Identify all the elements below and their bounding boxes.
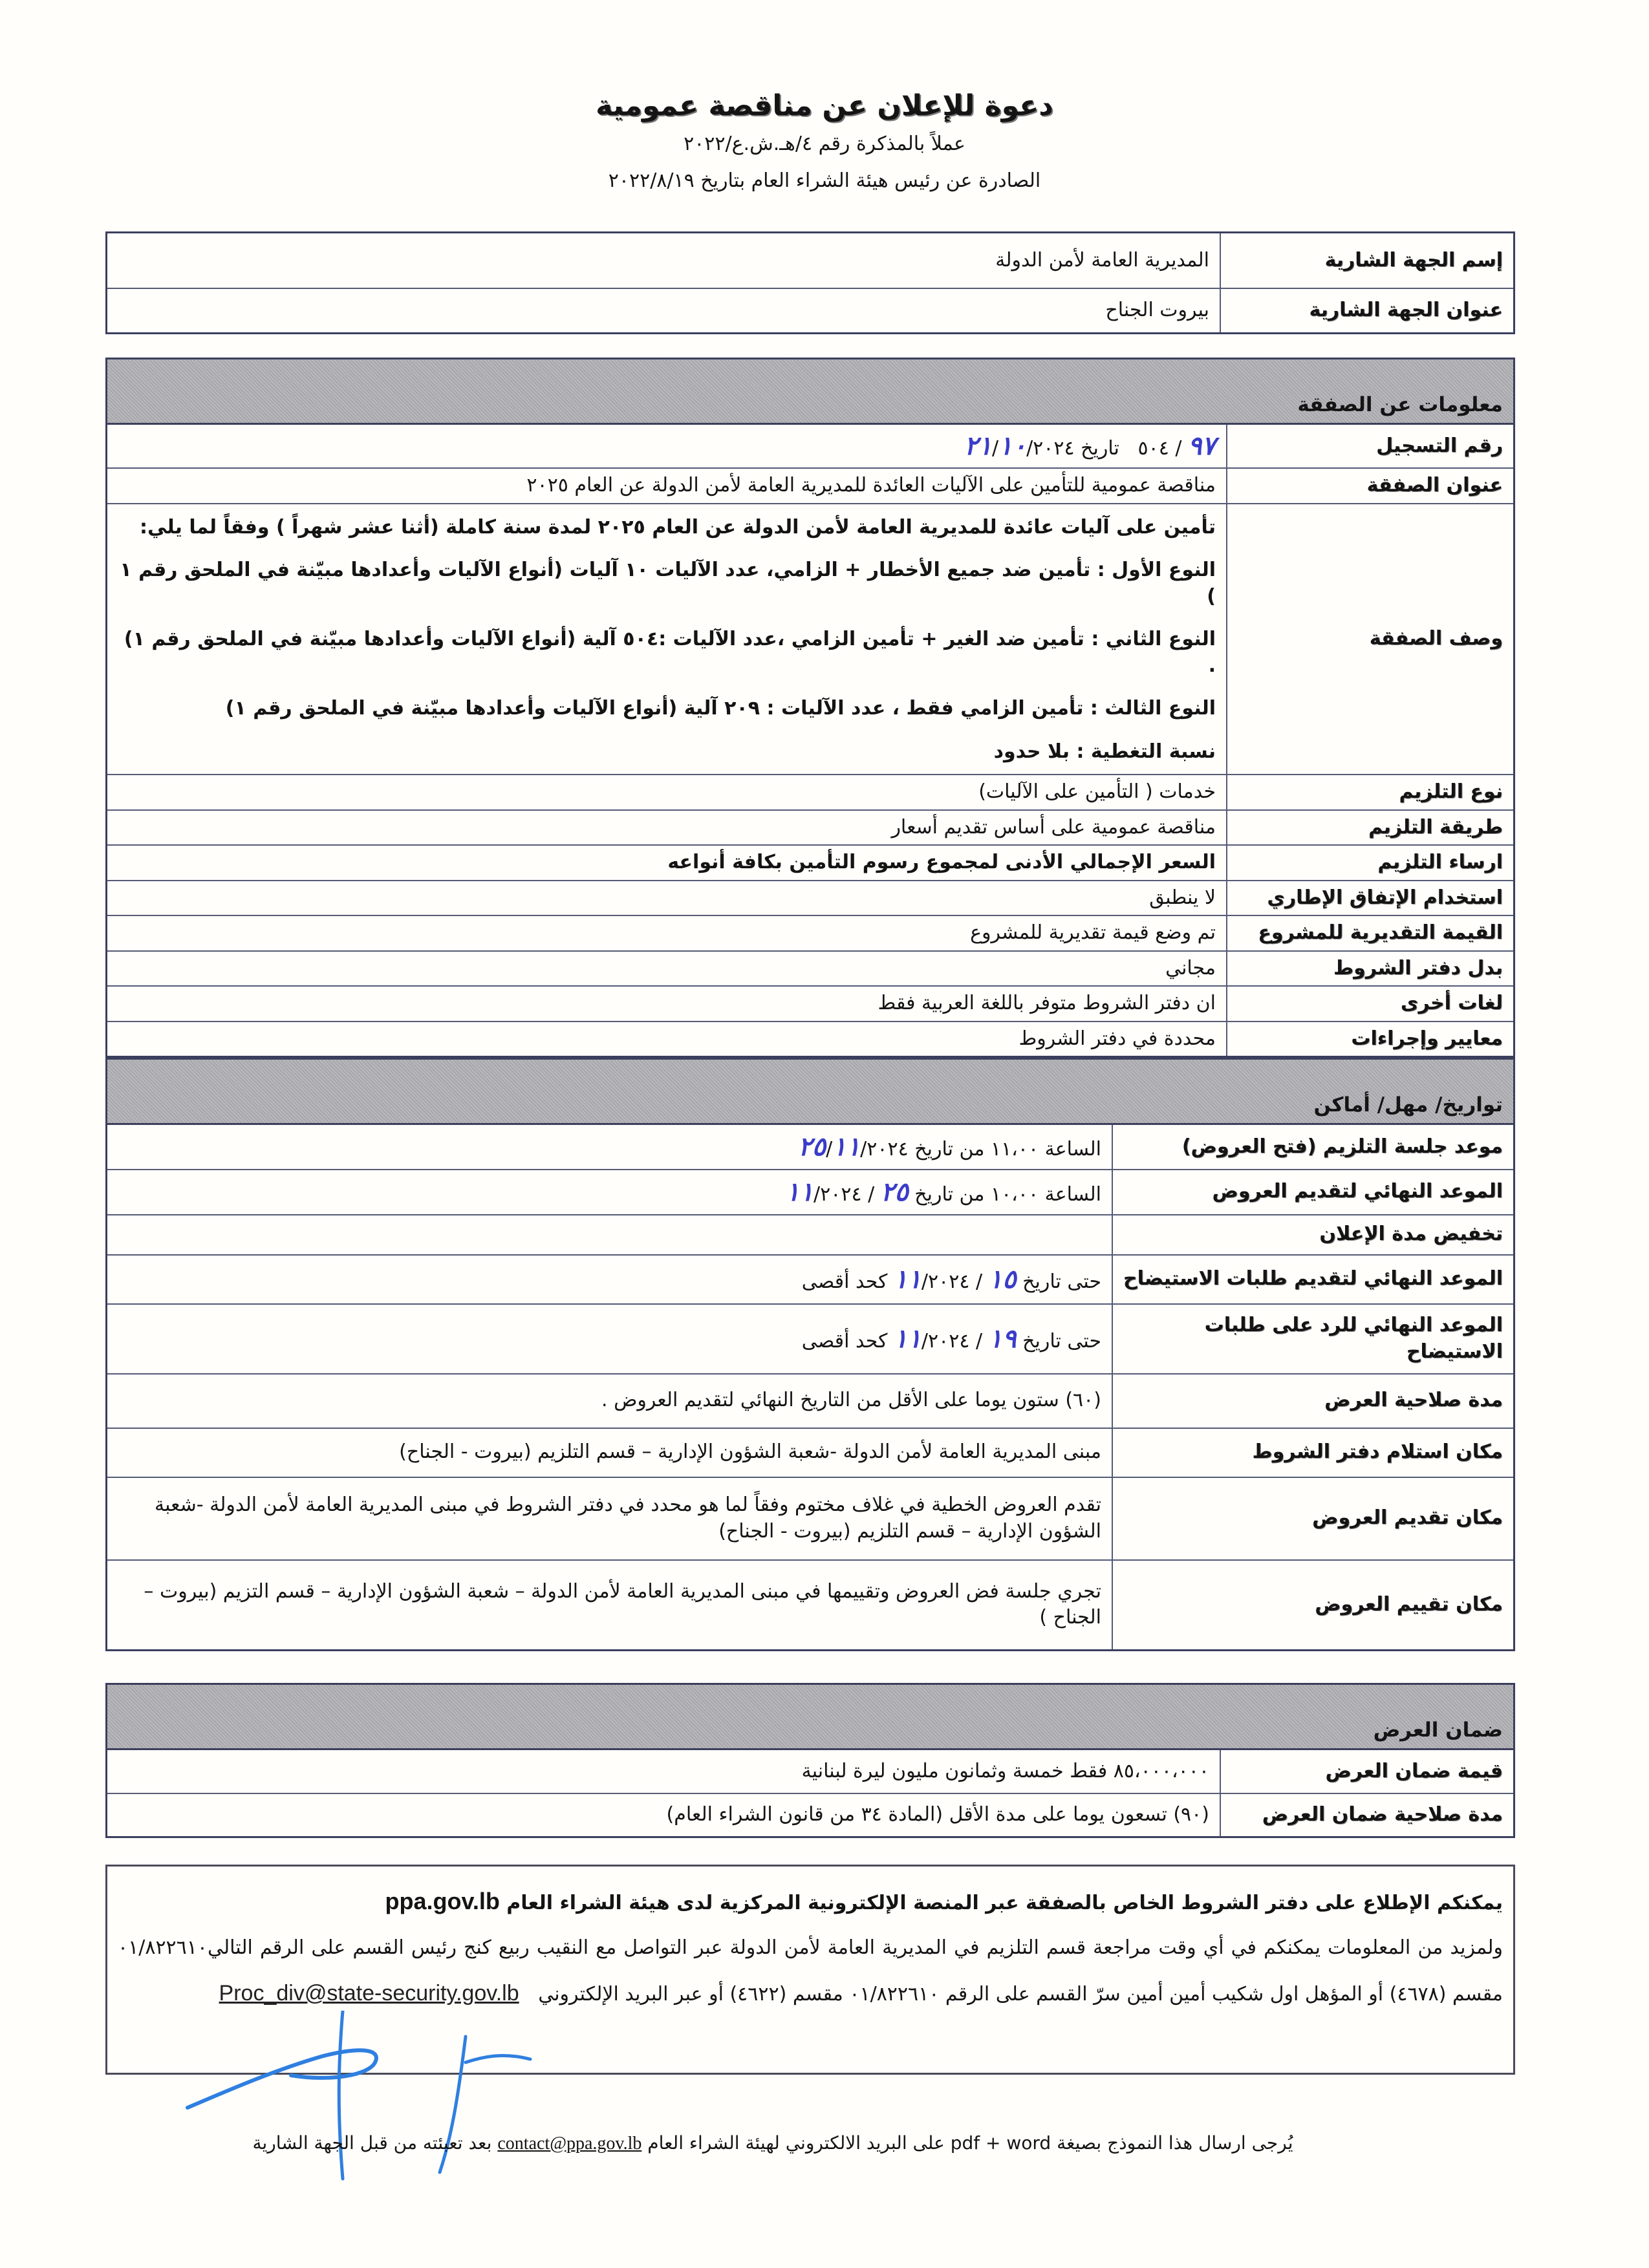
registration-ref: / ٥٠٤ <box>1137 437 1182 460</box>
guarantee-amount-label: قيمة ضمان العرض <box>1220 1749 1514 1793</box>
estimated-value-label: القيمة التقديرية للمشروع <box>1227 915 1514 951</box>
submission-deadline-label: الموعد النهائي لتقديم العروض <box>1112 1170 1514 1215</box>
procurement-type-value: خدمات ( التأمين على الآليات) <box>107 775 1227 810</box>
section-title-deal-info: معلومات عن الصفقة <box>107 359 1514 424</box>
entity-name-label: إسم الجهة الشارية <box>1220 233 1514 288</box>
offer-validity-value: (٦٠) ستون يوما على الأقل من التاريخ النهائي لتقديم العروض . <box>107 1374 1113 1428</box>
clarification-suffix: /٢٠٢٤ كحد أقصى <box>801 1270 970 1293</box>
deal-description-label: وصف الصفقة <box>1227 504 1514 775</box>
notice-reduction-value <box>107 1215 1113 1255</box>
table-row <box>107 1374 1514 1428</box>
table-row <box>107 1304 1514 1374</box>
memo-issuer-date: الصادرة عن رئيس هيئة الشراء العام بتاريخ ٢٠٢٢/٨/١٩ <box>608 169 1041 192</box>
framework-agreement-label: استخدام الإتفاق الإطاري <box>1227 881 1514 916</box>
footer-text-after: بعد تعبئته من قبل الجهة الشارية <box>252 2132 492 2154</box>
opening-session-value: الساعة ١١،٠٠ من تاريخ ٢٥/١١/٢٠٢٤ <box>107 1124 1113 1170</box>
table-row <box>107 233 1514 288</box>
platform-notice-text: يمكنكم الإطلاع على دفتر الشروط الخاص بالصفقة عبر المنصة الإلكترونية المركزية لدى هيئة الشراء العام <box>506 1892 1503 1914</box>
year: /٢٠٢٤ <box>814 1182 862 1206</box>
table-row <box>107 1749 1514 1793</box>
handwritten-day: ١٥ <box>988 1263 1017 1294</box>
handwritten-day: ١٩ <box>988 1323 1017 1354</box>
registration-label: رقم التسجيل <box>1227 424 1514 469</box>
handwritten-registration-number: ٩٧ <box>1188 431 1216 461</box>
memo-reference: عملاً بالمذكرة رقم ٤/هـ.ش.ع/٢٠٢٢ <box>684 133 965 155</box>
procurement-method-label: طريقة التلزيم <box>1227 810 1514 846</box>
table-row <box>107 468 1514 504</box>
table-row <box>107 845 1514 881</box>
guarantee-amount-value: ٨٥،٠٠٠،٠٠٠ فقط خمسة وثمانون مليون ليرة لبنانية <box>107 1749 1221 1793</box>
table-row <box>107 881 1514 916</box>
handwritten-registration-day: ٢١ <box>964 431 992 461</box>
guarantee-validity-label: مدة صلاحية ضمان العرض <box>1220 1793 1514 1837</box>
opening-session-label: موعد جلسة التلزيم (فتح العروض) <box>1112 1124 1514 1170</box>
specs-fee-label: بدل دفتر الشروط <box>1227 951 1514 987</box>
table-row <box>107 1793 1514 1837</box>
section-title-dates: تواريخ/ مهل/ أماكن <box>107 1059 1514 1124</box>
clarification-reply-value: حتى تاريخ ١٩ / ١١/٢٠٢٤ كحد أقصى <box>107 1304 1113 1374</box>
procurement-method-value: مناقصة عمومية على أساس تقديم أسعار <box>107 810 1227 846</box>
description-line: تأمين على آليات عائدة للمديرية العامة لأمن الدولة عن العام ٢٠٢٥ لمدة سنة كاملة (أثنا عشر شهراً ) وفقاً لما يلي: <box>140 515 1216 539</box>
procurement-type-label: نوع التلزيم <box>1227 775 1514 810</box>
guarantee-validity-value: (٩٠) تسعون يوما على مدة الأقل (المادة ٣٤ من قانون الشراء العام) <box>107 1793 1221 1837</box>
section-header <box>107 1684 1514 1749</box>
section-title-guarantee: ضمان العرض <box>107 1684 1514 1749</box>
description-line: النوع الأول : تأمين ضد جميع الأخطار + الزامي، عدد الآليات ١٠ آليات (أنواع الآليات وأعدادها مبيّنة في الملحق رقم ١ ) <box>120 559 1216 608</box>
submission-location-label: مكان تقديم العروض <box>1112 1477 1514 1560</box>
table-row <box>107 1255 1514 1304</box>
evaluation-location-value: تجري جلسة فض العروض وتقييمها في مبنى المديرية العامة لأمن الدولة – شعبة الشؤون الإدارية – قسم التزيم (بيروت – الجناح ) <box>107 1560 1113 1651</box>
ppa-contact-email-link[interactable]: contact@ppa.gov.lb <box>497 2134 642 2154</box>
table-row <box>107 1022 1514 1057</box>
framework-agreement-value: لا ينطبق <box>107 881 1227 916</box>
description-line: النوع الثالث : تأمين الزامي فقط ، عدد الآليات : ٢٠٩ آلية (أنواع الآليات وأعدادها مبيّنة في الملحق رقم ١) <box>225 697 1216 720</box>
clarification-deadline-label: الموعد النهائي لتقديم طلبات الاستيضاح <box>1112 1255 1514 1304</box>
description-line: نسبة التغطية : بلا حدود <box>993 740 1216 763</box>
clarification-deadline-value: حتى تاريخ ١٥ / ١١/٢٠٢٤ كحد أقصى <box>107 1255 1113 1304</box>
table-row <box>107 951 1514 987</box>
section-header <box>107 1059 1514 1124</box>
handwritten-day: ٢٥ <box>798 1131 826 1162</box>
specs-pickup-location-label: مكان استلام دفتر الشروط <box>1112 1428 1514 1477</box>
entity-address-value: بيروت الجناح <box>107 288 1221 334</box>
table-row <box>107 1428 1514 1477</box>
handwritten-month: ١١ <box>893 1323 921 1354</box>
entity-name-value: المديرية العامة لأمن الدولة <box>107 233 1221 288</box>
purchasing-entity-table <box>105 231 1515 334</box>
table-row <box>107 288 1514 334</box>
specs-pickup-location-value: مبنى المديرية العامة لأمن الدولة -شعبة الشؤون الإدارية – قسم التلزيم (بيروت - الجناح) <box>107 1428 1113 1477</box>
contact-details-text: ولمزيد من المعلومات يمكنكم في أي وقت مراجعة قسم التلزيم في المديرية العامة لأمن الدولة عبر التواصل مع النقيب ربيع كنج رئيس القسم على الرقم التالي٠١/٨٢٢٦١٠ مقسم (٤٦٧٨) أو المؤهل اول شكيب أمين أمين سرّ القسم على الرقم ٠١/٨٢٢٦١٠ مقسم (٤٦٢٢) أو عبر البريد الإلكتروني <box>118 1936 1503 2006</box>
clarification-prefix: حتى تاريخ <box>1022 1270 1101 1293</box>
clarification-reply-prefix: حتى تاريخ <box>1022 1329 1101 1353</box>
document-title: دعوة للإعلان عن مناقصة عمومية <box>596 89 1053 122</box>
submission-deadline-value: الساعة ١٠،٠٠ من تاريخ ٢٥ / ١١/٢٠٢٤ <box>107 1170 1113 1215</box>
dates-table <box>105 1058 1515 1651</box>
deal-description-value <box>107 504 1227 775</box>
clarification-reply-suffix: /٢٠٢٤ كحد أقصى <box>801 1329 970 1353</box>
criteria-procedures-label: معايير وإجراءات <box>1227 1022 1514 1057</box>
table-row <box>107 986 1514 1022</box>
handwritten-month: ١١ <box>893 1263 921 1294</box>
description-line: النوع الثاني : تأمين ضد الغير + تأمين الزامي ،عدد الآليات :٥٠٤ آلية (أنواع الآليات وأعدادها مبيّنة في الملحق رقم ١) . <box>124 628 1216 677</box>
registration-year: /٢٠٢٤ <box>1026 437 1075 460</box>
footer-text-before: يُرجى ارسال هذا النموذج بصيغة pdf + word على البريد الالكتروني لهيئة الشراء العام <box>647 2132 1293 2154</box>
handwritten-month: ١١ <box>832 1131 861 1162</box>
submission-location-value: تقدم العروض الخطية في غلاف مختوم وفقاً لما هو محدد في دفتر الشروط في مبنى المديرية العامة لأمن الدولة -شعبة الشؤون الإدارية – قسم التلزيم (بيروت - الجناح) <box>107 1477 1113 1560</box>
award-criterion-value: السعر الإجمالي الأدنى لمجموع رسوم التأمين بكافة أنواعه <box>107 845 1227 881</box>
table-row <box>107 775 1514 810</box>
registration-value: ٩٧ / ٥٠٤ تاريخ ٢١/١٠/٢٠٢٤ <box>107 424 1227 469</box>
criteria-procedures-value: محددة في دفتر الشروط <box>107 1022 1227 1057</box>
other-languages-value: ان دفتر الشروط متوفر باللغة العربية فقط <box>107 986 1227 1022</box>
submission-instruction <box>0 2132 1571 2154</box>
evaluation-location-label: مكان تقييم العروض <box>1112 1560 1514 1651</box>
handwritten-month: ١١ <box>786 1176 814 1207</box>
bid-guarantee-table <box>105 1683 1515 1838</box>
table-row <box>107 1124 1514 1170</box>
table-row <box>107 504 1514 775</box>
year: /٢٠٢٤ <box>860 1137 909 1161</box>
section-header <box>107 359 1514 424</box>
opening-session-prefix: الساعة ١١،٠٠ من تاريخ <box>914 1137 1101 1161</box>
deal-title-label: عنوان الصفقة <box>1227 468 1514 504</box>
registration-date-word: تاريخ <box>1081 437 1119 460</box>
ppa-website-link[interactable]: ppa.gov.lb <box>385 1888 500 1914</box>
specs-fee-value: مجاني <box>107 951 1227 987</box>
submission-deadline-prefix: الساعة ١٠،٠٠ من تاريخ <box>914 1182 1101 1206</box>
table-row <box>107 915 1514 951</box>
table-row <box>107 424 1514 469</box>
contact-details <box>118 1927 1503 2018</box>
table-row <box>107 1477 1514 1560</box>
estimated-value-value: تم وضع قيمة تقديرية للمشروع <box>107 915 1227 951</box>
deal-info-table <box>105 358 1515 1058</box>
procurement-email-link[interactable]: Proc_div@state-security.gov.lb <box>219 1981 519 2006</box>
table-row <box>107 810 1514 846</box>
signature-icon <box>181 2011 569 2192</box>
clarification-reply-label: الموعد النهائي للرد على طلبات الاستيضاح <box>1112 1304 1514 1374</box>
platform-notice <box>118 1876 1503 1927</box>
award-criterion-label: ارساء التلزيم <box>1227 845 1514 881</box>
table-row <box>107 1170 1514 1215</box>
handwritten-registration-month: ١٠ <box>998 431 1027 461</box>
table-row <box>107 1215 1514 1255</box>
offer-validity-label: مدة صلاحية العرض <box>1112 1374 1514 1428</box>
entity-address-label: عنوان الجهة الشارية <box>1220 288 1514 334</box>
other-languages-label: لغات أخرى <box>1227 986 1514 1022</box>
table-row <box>107 1560 1514 1651</box>
notice-reduction-label: تخفيض مدة الإعلان <box>1112 1215 1514 1255</box>
deal-title-value: مناقصة عمومية للتأمين على الآليات العائدة للمديرية العامة لأمن الدولة عن العام ٢٠٢٥ <box>107 468 1227 504</box>
handwritten-day: ٢٥ <box>880 1176 909 1207</box>
